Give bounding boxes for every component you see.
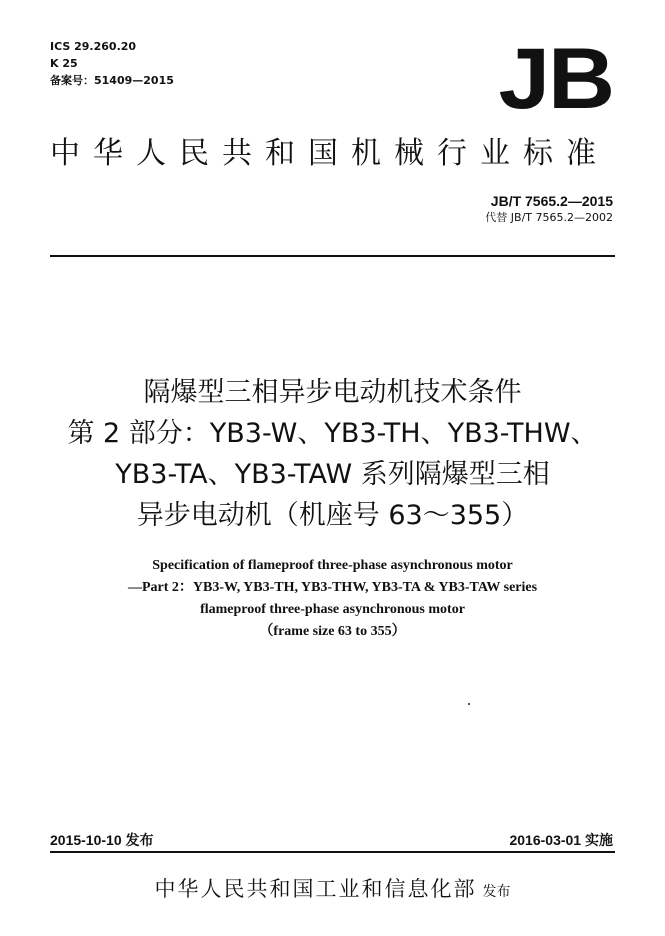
standard-code-block: [485, 192, 613, 226]
effective-date: 2016-03-01 实施: [509, 832, 613, 848]
chinese-title: [50, 372, 615, 536]
standard-number: JB/T 7565.2—2015: [490, 193, 613, 209]
chinese-title-line: YB3-TA、YB3-TAW 系列隔爆型三相: [115, 459, 550, 490]
classification-code: K 25: [50, 57, 78, 70]
chinese-title-line: 隔爆型三相异步电动机技术条件: [143, 377, 522, 408]
header-divider: [50, 255, 615, 257]
issue-date: 2015-10-10 发布: [50, 832, 154, 848]
publisher: [50, 873, 615, 903]
english-title-line: （frame size 63 to 355）: [259, 624, 406, 639]
english-title-line: Specification of flameproof three-phase asynchronous motor: [152, 558, 513, 573]
jb-logo: JB: [498, 31, 613, 127]
english-title: [50, 555, 615, 643]
publish-label: 发布: [482, 884, 511, 900]
speck: [468, 703, 470, 705]
industry-standard-title: 中华人民共和国机械行业标准: [50, 136, 609, 171]
chinese-title-line: 异步电动机（机座号 63～355）: [136, 500, 529, 531]
replaces-standard: 代替 JB/T 7565.2—2002: [485, 211, 613, 224]
english-title-line: —Part 2：YB3-W, YB3-TH, YB3-THW, YB3-TA & YB3-TAW series: [127, 580, 538, 595]
document-meta: [50, 38, 174, 89]
publisher-name: 中华人民共和国工业和信息化部: [154, 877, 477, 901]
english-title-line: flameproof three-phase asynchronous motor: [200, 602, 465, 617]
ics-code: ICS 29.260.20: [50, 40, 137, 53]
chinese-title-line: 第 2 部分：YB3-W、YB3-TH、YB3-THW、: [67, 418, 598, 449]
footer-divider: [50, 851, 615, 853]
filing-number: 备案号：51409—2015: [50, 74, 174, 87]
